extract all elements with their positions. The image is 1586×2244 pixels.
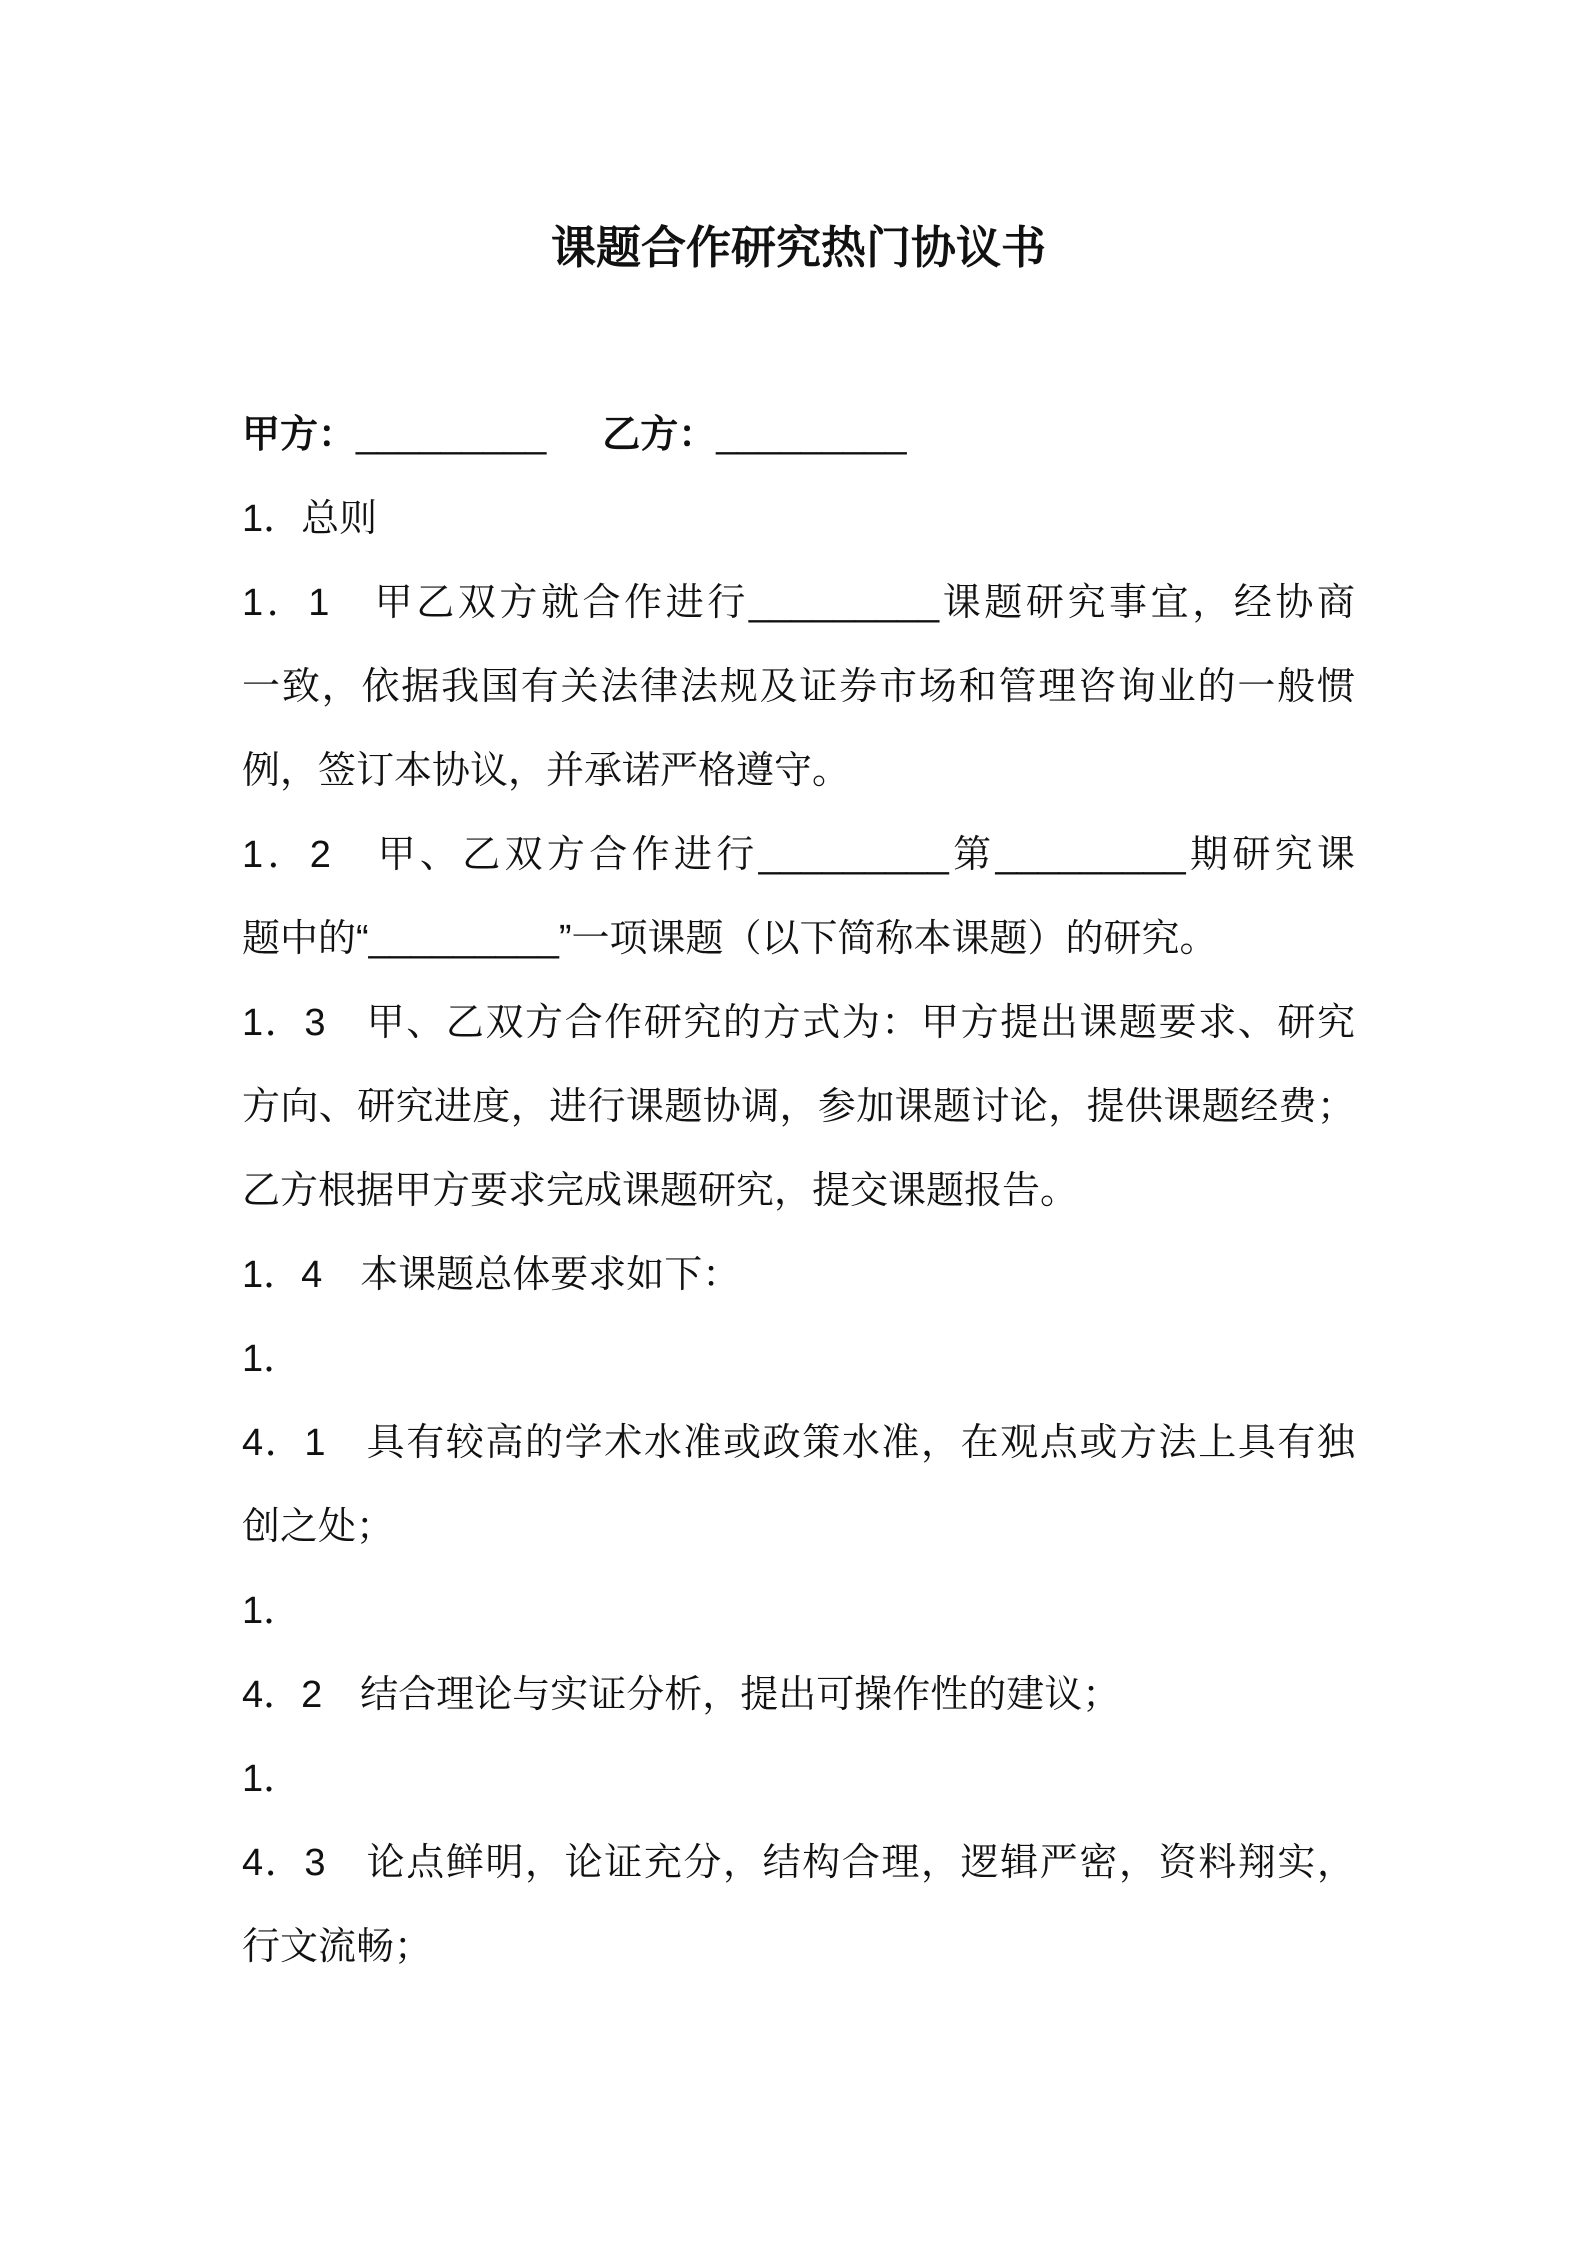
clause-text-line: 4．1 具有较高的学术水准或政策水准，在观点或方法上具有独 bbox=[242, 1422, 1355, 1464]
clause-text-line: 1．1 甲乙双方就合作进行_________课题研究事宜，经协商 bbox=[242, 582, 1355, 624]
clause-text-line: 1．3 甲、乙双方合作研究的方式为：甲方提出课题要求、研究 bbox=[242, 1002, 1355, 1044]
party-a-blank: _________ bbox=[356, 414, 547, 456]
clause-text-line: 方向、研究进度，进行课题协调，参加课题讨论，提供课题经费； bbox=[242, 1086, 1355, 1128]
party-b-blank: _________ bbox=[716, 414, 907, 456]
list-marker: 1． bbox=[242, 1758, 302, 1800]
clause-text-line: 乙方根据甲方要求完成课题研究，提交课题报告。 bbox=[242, 1170, 1079, 1212]
party-b-label: 乙方： bbox=[602, 414, 717, 456]
party-a-label: 甲方： bbox=[242, 414, 357, 456]
clause-text-line: 1．2 甲、乙双方合作进行_________第_________期研究课 bbox=[242, 834, 1355, 876]
list-marker: 1． bbox=[242, 1590, 302, 1632]
clause-text-line: 一致，依据我国有关法律法规及证券市场和管理咨询业的一般惯 bbox=[242, 666, 1355, 708]
clause-text-line: 创之处； bbox=[242, 1506, 395, 1548]
list-marker: 1． bbox=[242, 1338, 302, 1380]
clause-text-line: 行文流畅； bbox=[242, 1926, 433, 1968]
document-body bbox=[242, 393, 1355, 1989]
clause-text-line: 1．4 本课题总体要求如下： bbox=[242, 1254, 741, 1296]
clause-text-line: 例，签订本协议，并承诺严格遵守。 bbox=[242, 750, 851, 792]
parties-line bbox=[242, 393, 1355, 477]
document-title: 课题合作研究热门协议书 bbox=[550, 222, 1046, 273]
clause-text-line: 题中的“_________”一项课题（以下简称本课题）的研究。 bbox=[242, 918, 1218, 960]
clause-text-line: 4．3 论点鲜明，论证充分，结构合理，逻辑严密，资料翔实， bbox=[242, 1842, 1355, 1884]
clause-text-line: 4．2 结合理论与实证分析，提出可操作性的建议； bbox=[242, 1674, 1121, 1716]
section-heading: 1．总则 bbox=[242, 498, 378, 540]
